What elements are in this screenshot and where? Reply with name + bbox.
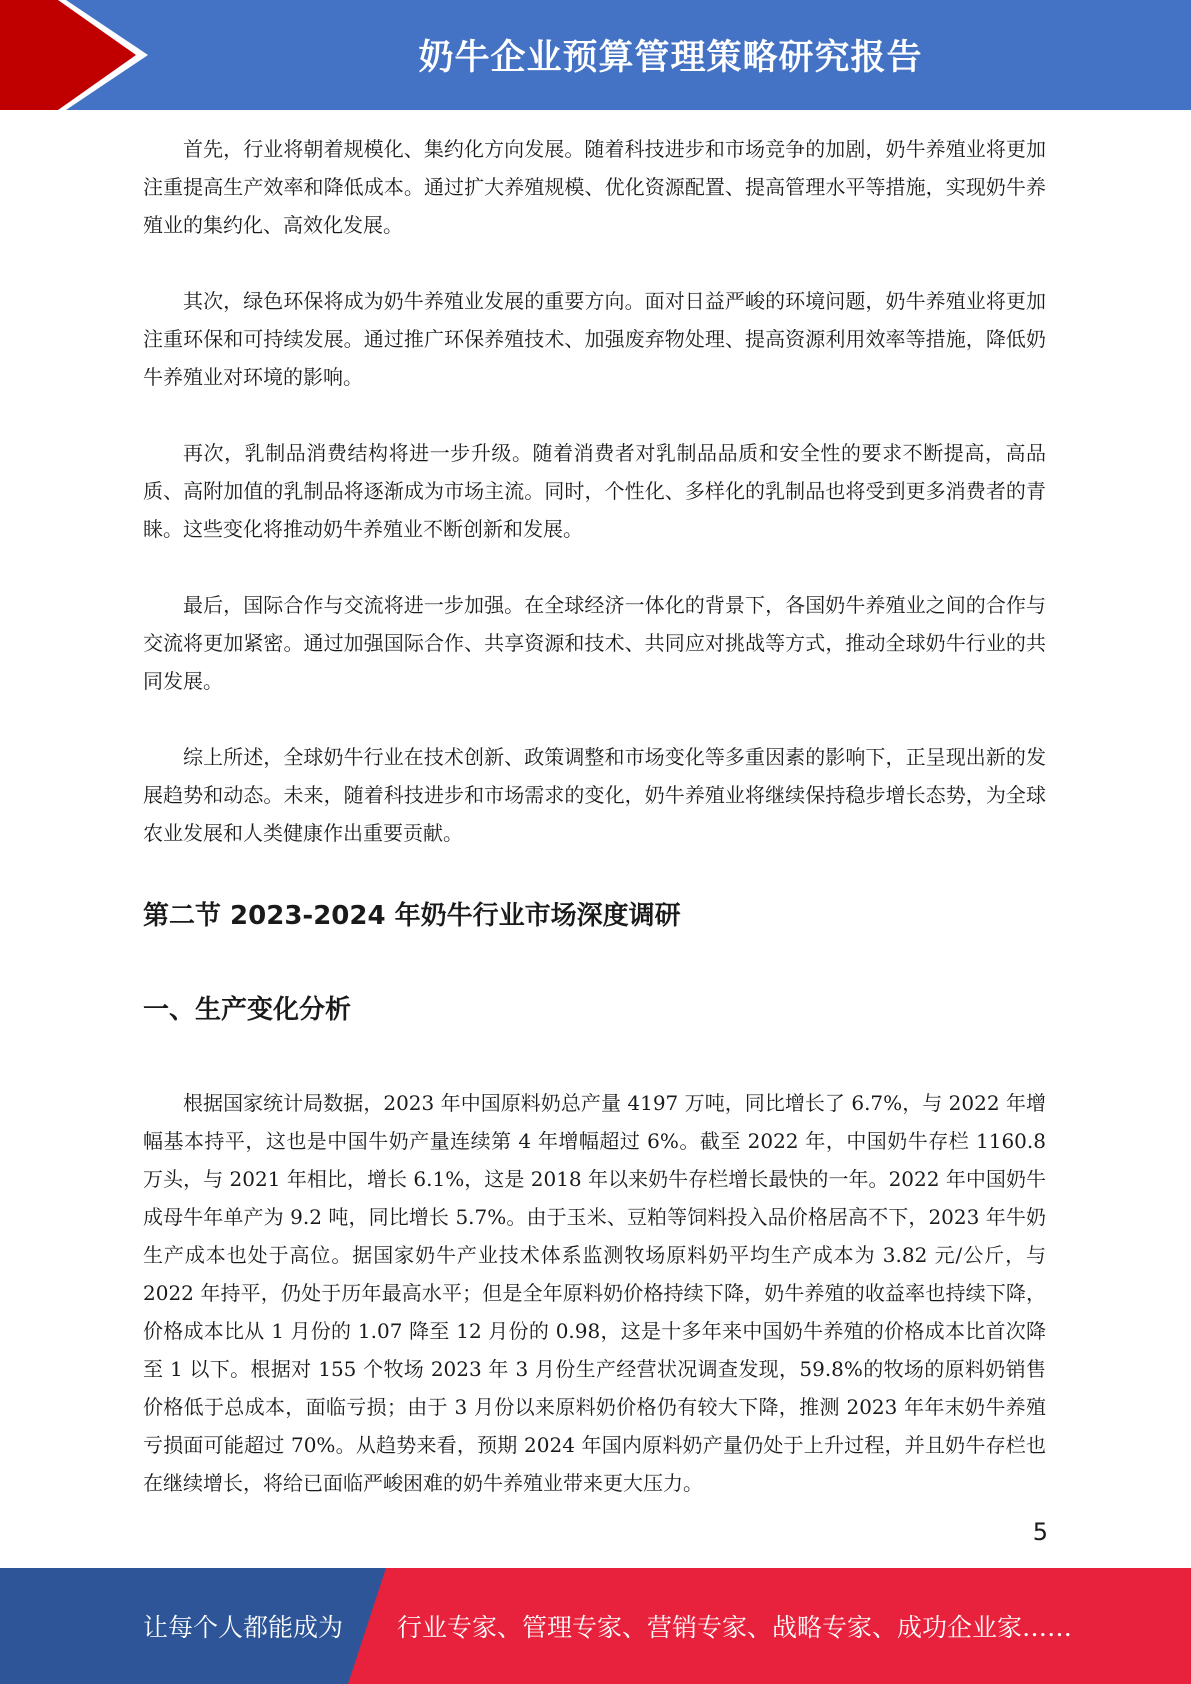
arrow-chevron-icon <box>0 0 160 110</box>
paragraph-3: 再次，乳制品消费结构将进一步升级。随着消费者对乳制品品质和安全性的要求不断提高，高品质、高附加值的乳制品将逐渐成为市场主流。同时，个性化、多样化的乳制品也将受到更多消费者的青睐。这些变化将推动奶牛养殖业不断创新和发展。 <box>143 441 1046 541</box>
footer-slogan-left: 让每个人都能成为 <box>143 1613 344 1642</box>
footer-slogan-right: 行业专家、管理专家、营销专家、战略专家、成功企业家…… <box>397 1613 1073 1642</box>
subsection-heading: 一、生产变化分析 <box>143 995 352 1025</box>
page-content <box>143 130 1046 1540</box>
paragraph-1: 首先，行业将朝着规模化、集约化方向发展。随着科技进步和市场竞争的加剧，奶牛养殖业将更加注重提高生产效率和降低成本。通过扩大养殖规模、优化资源配置、提高管理水平等措施，实现奶牛养殖业的集约化、高效化发展。 <box>143 137 1046 237</box>
paragraph-2: 其次，绿色环保将成为奶牛养殖业发展的重要方向。面对日益严峻的环境问题，奶牛养殖业将更加注重环保和可持续发展。通过推广环保养殖技术、加强废弃物处理、提高资源利用效率等措施，降低奶牛养殖业对环境的影响。 <box>143 289 1046 389</box>
page-header <box>0 0 1191 110</box>
section-heading: 第二节 2023-2024 年奶牛行业市场深度调研 <box>143 901 681 931</box>
paragraph-4: 最后，国际合作与交流将进一步加强。在全球经济一体化的背景下，各国奶牛养殖业之间的合作与交流将更加紧密。通过加强国际合作、共享资源和技术、共同应对挑战等方式，推动全球奶牛行业的共同发展。 <box>143 593 1046 693</box>
page-number: 5 <box>1032 1518 1048 1546</box>
paragraph-5: 综上所述，全球奶牛行业在技术创新、政策调整和市场变化等多重因素的影响下，正呈现出新的发展趋势和动态。未来，随着科技进步和市场需求的变化，奶牛养殖业将继续保持稳步增长态势，为全球农业发展和人类健康作出重要贡献。 <box>143 745 1046 845</box>
page-footer <box>0 1568 1191 1684</box>
body-paragraph: 根据国家统计局数据，2023 年中国原料奶总产量 4197 万吨，同比增长了 6.7%，与 2022 年增幅基本持平，这也是中国牛奶产量连续第 4 年增幅超过 6%。截至 2022 年，中国奶牛存栏 1160.8 万头，与 2021 年相比，增长 6.1%，这是 2018 年以来奶牛存栏增长最快的一年。2022 年中国奶牛成母牛年单产为 9.2 吨，同比增长 5.7%。由于玉米、豆粕等饲料投入品价格居高不下，2023 年牛奶生产成本也处于高位。据国家奶牛产业技术体系监测牧场原料奶平均生产成本为 3.82 元/公斤，与 2022 年持平，仍处于历年最高水平；但是全年原料奶价格持续下降，奶牛养殖的收益率也持续下降，价格成本比从 1 月份的 1.07 降至 12 月份的 0.98，这是十多年来中国奶牛养殖的价格成本比首次降至 1 以下。根据对 155 个牧场 2023 年 3 月份生产经营状况调查发现，59.8%的牧场的原料奶销售价格低于总成本，面临亏损；由于 3 月份以来原料奶价格仍有较大下降，推测 2023 年年末奶牛养殖亏损面可能超过 70%。从趋势来看，预期 2024 年国内原料奶产量仍处于上升过程，并且奶牛存栏也在继续增长，将给已面临严峻困难的奶牛养殖业带来更大压力。 <box>143 1091 1046 1495</box>
report-title: 奶牛企业预算管理策略研究报告 <box>418 38 923 78</box>
